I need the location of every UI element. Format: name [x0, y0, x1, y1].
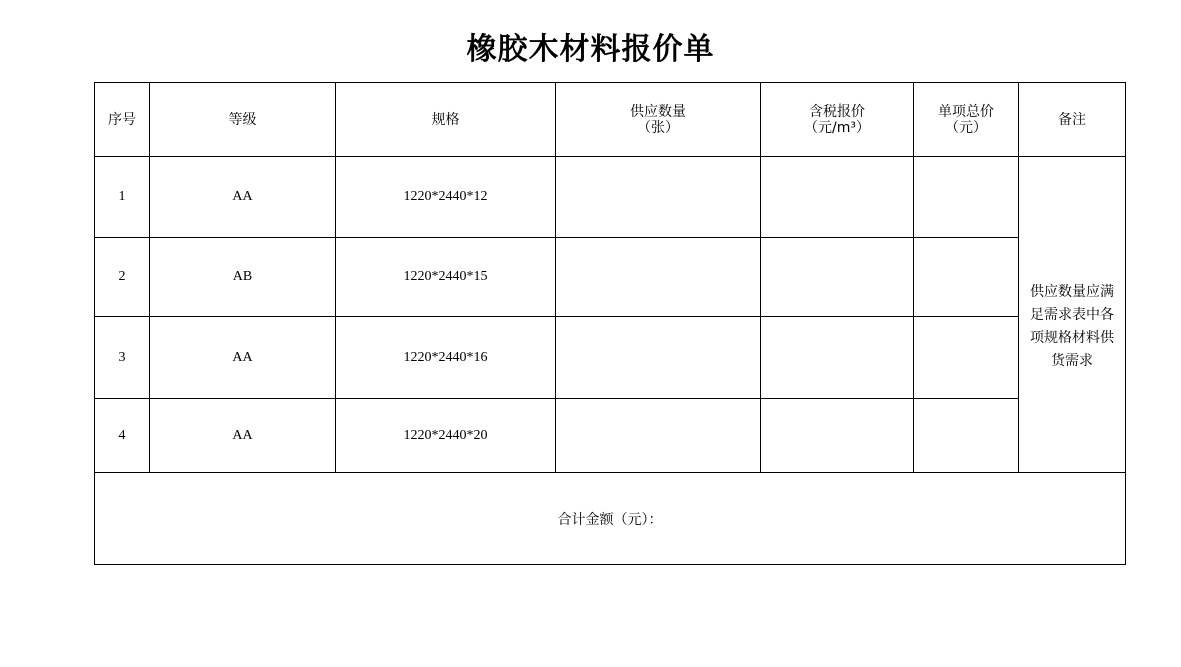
row-spec: 1220*2440*20 [336, 399, 556, 473]
row-spec: 1220*2440*16 [336, 317, 556, 399]
total-amount-label: 合计金额（元）： [95, 473, 1126, 565]
header-item-total [914, 83, 1019, 157]
header-tax-price-unit: （元/m³） [804, 119, 870, 136]
row-spec: 1220*2440*15 [336, 238, 556, 317]
row-tax-price[interactable] [761, 238, 914, 317]
quote-table [94, 82, 1126, 565]
row-supply-qty[interactable] [556, 157, 761, 238]
header-grade: 等级 [150, 83, 336, 157]
row-seq: 2 [95, 238, 150, 317]
row-seq: 4 [95, 399, 150, 473]
row-item-total[interactable] [914, 238, 1019, 317]
header-seq: 序号 [95, 83, 150, 157]
table-row [95, 317, 1126, 399]
header-item-total-unit: （元） [945, 119, 987, 136]
row-supply-qty[interactable] [556, 317, 761, 399]
row-item-total[interactable] [914, 399, 1019, 473]
row-tax-price[interactable] [761, 317, 914, 399]
row-tax-price[interactable] [761, 157, 914, 238]
header-supply-qty-label: 供应数量 [630, 103, 686, 120]
row-spec: 1220*2440*12 [336, 157, 556, 238]
table-row [95, 157, 1126, 238]
row-grade: AB [150, 238, 336, 317]
header-tax-price-label: 含税报价 [809, 103, 865, 120]
row-item-total[interactable] [914, 317, 1019, 399]
table-row [95, 238, 1126, 317]
header-spec: 规格 [336, 83, 556, 157]
remark-cell [1019, 157, 1126, 473]
row-tax-price[interactable] [761, 399, 914, 473]
row-grade: AA [150, 157, 336, 238]
header-supply-qty [556, 83, 761, 157]
row-seq: 1 [95, 157, 150, 238]
row-seq: 3 [95, 317, 150, 399]
row-grade: AA [150, 399, 336, 473]
row-supply-qty[interactable] [556, 238, 761, 317]
total-row [95, 473, 1126, 565]
header-tax-price [761, 83, 914, 157]
row-supply-qty[interactable] [556, 399, 761, 473]
document-title: 橡胶木材料报价单 [466, 32, 715, 67]
header-supply-qty-unit: （张） [637, 119, 679, 136]
table-row [95, 399, 1126, 473]
header-remark: 备注 [1019, 83, 1126, 157]
header-item-total-label: 单项总价 [938, 103, 994, 120]
row-item-total[interactable] [914, 157, 1019, 238]
row-grade: AA [150, 317, 336, 399]
header-row [95, 83, 1126, 157]
remark-text: 供应数量应满足需求表中各项规格材料供货需求 [1030, 283, 1114, 369]
